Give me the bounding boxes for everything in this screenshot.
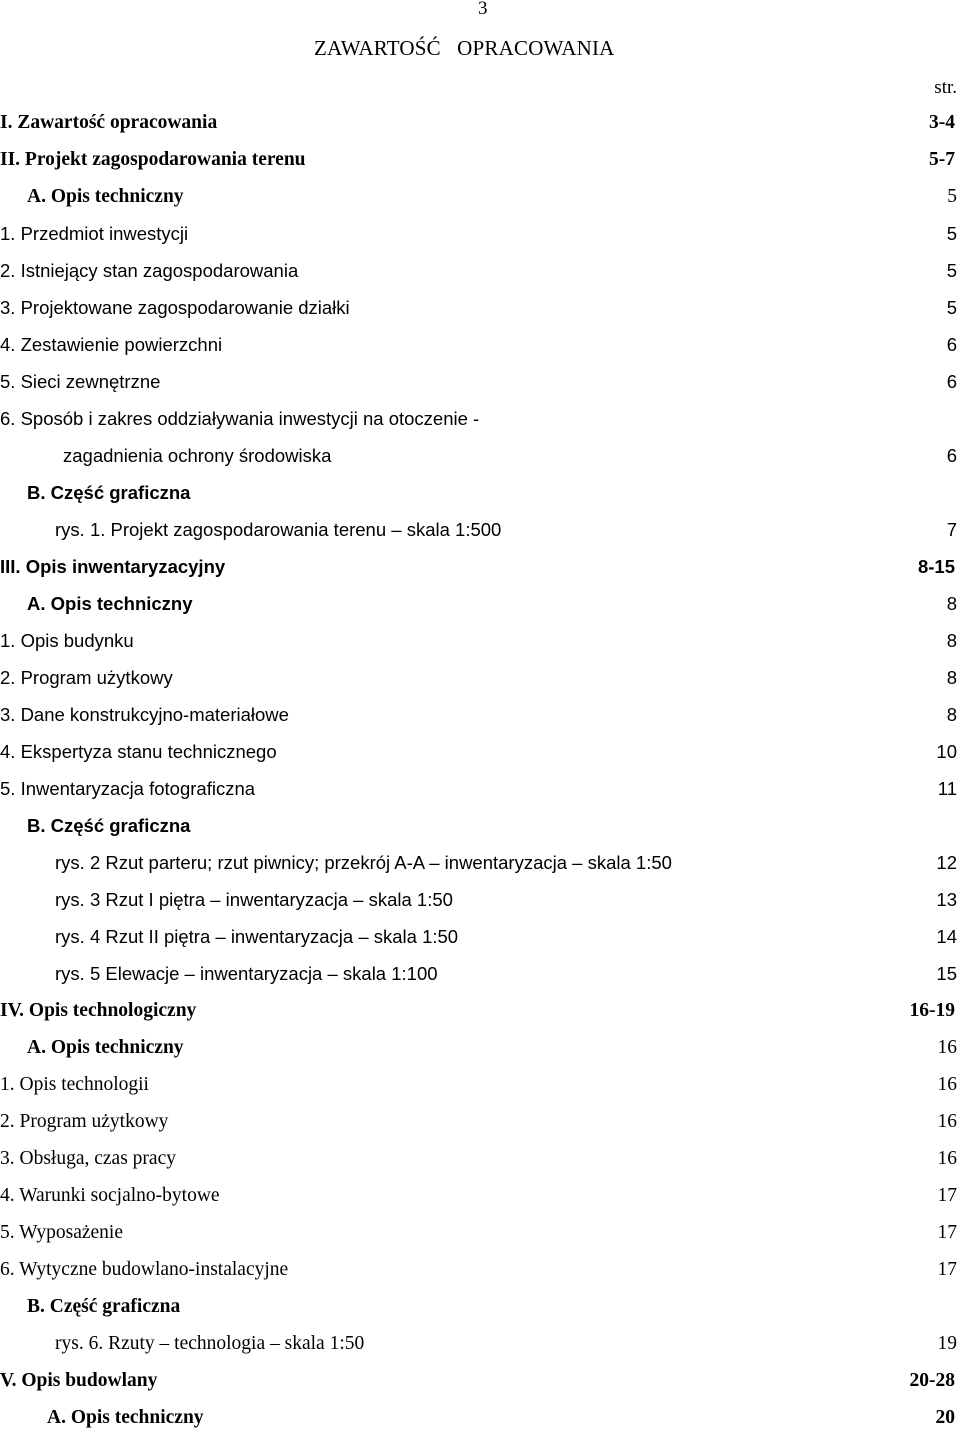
toc-entry: [0, 511, 960, 548]
toc-entry: [0, 289, 960, 326]
toc-entry-page: 5-7: [929, 149, 955, 170]
toc-entry: [0, 1066, 960, 1103]
toc-entry: [0, 881, 960, 918]
toc-entry: [0, 141, 960, 178]
toc-entry-page: 14: [936, 926, 957, 947]
toc-entry-title: rys. 2 Rzut parteru; rzut piwnicy; przekrój A-A – inwentaryzacja – skala 1:50: [55, 852, 672, 873]
toc-entry-page: 16: [937, 1111, 957, 1132]
toc-entry-page: 5: [946, 223, 957, 244]
toc-entry-title: 2. Program użytkowy: [0, 667, 173, 688]
toc-entry-title: II. Projekt zagospodarowania terenu: [0, 149, 306, 170]
toc-entry: [0, 474, 960, 511]
toc-entry-page: 5: [946, 260, 957, 281]
toc-entry-title: rys. 5 Elewacje – inwentaryzacja – skala 1:100: [55, 963, 438, 984]
toc-entry-title: 4. Warunki socjalno-bytowe: [0, 1185, 220, 1206]
toc-entry: [0, 844, 960, 881]
toc-entry: [0, 1177, 960, 1214]
toc-entry-page: 11: [937, 778, 957, 799]
toc-entry-title: 5. Sieci zewnętrzne: [0, 371, 161, 392]
toc-entry: [0, 992, 960, 1029]
toc-entry: [0, 548, 960, 585]
toc-entry-page: 16-19: [909, 1000, 955, 1021]
toc-entry-title: rys. 6. Rzuty – technologia – skala 1:50: [55, 1333, 365, 1354]
toc-entry: [0, 1362, 960, 1399]
toc-entry-page: 10: [936, 741, 957, 762]
toc-entry-title: B. Część graficzna: [27, 1296, 181, 1317]
toc-entry-page: 17: [937, 1222, 957, 1243]
toc-entry-title: A. Opis techniczny: [27, 186, 184, 207]
toc-entry-page: 8: [946, 593, 957, 614]
toc-entry: [0, 326, 960, 363]
toc-entry-page: 16: [937, 1074, 957, 1095]
toc-entry-page: 5: [947, 186, 957, 207]
toc-entry-page: 8: [946, 704, 957, 725]
toc-entry: [0, 1251, 960, 1288]
toc-entry: [0, 696, 960, 733]
toc-entry: [0, 178, 960, 215]
toc-entry-title: 1. Przedmiot inwestycji: [0, 223, 189, 244]
toc-entry-title: 5. Inwentaryzacja fotograficzna: [0, 778, 256, 799]
toc-entry-title: rys. 1. Projekt zagospodarowania terenu – skala 1:500: [55, 519, 502, 540]
toc-entry-page: 13: [936, 889, 957, 910]
toc-entry-page: 17: [937, 1185, 957, 1206]
toc-entry-title: IV. Opis technologiczny: [0, 1000, 197, 1021]
toc-entry-title: 5. Wyposażenie: [0, 1222, 124, 1243]
toc-entry: [0, 1214, 960, 1251]
toc-entry-page: 16: [937, 1037, 957, 1058]
toc-entry-page: 7: [946, 519, 957, 540]
toc-entry-page: 19: [937, 1333, 957, 1354]
toc-entry-page: 20-28: [909, 1370, 955, 1391]
toc-entry: [0, 733, 960, 770]
toc-entry-page: 16: [937, 1148, 957, 1169]
toc-entry-title: 6. Wytyczne budowlano-instalacyjne: [0, 1259, 289, 1280]
toc-entry: [0, 918, 960, 955]
toc-entry-page: 8: [946, 667, 957, 688]
toc-entry: [0, 400, 960, 437]
toc-entry-title: B. Część graficzna: [27, 482, 191, 503]
toc-entry-page: 5: [946, 297, 957, 318]
toc-entry: [0, 659, 960, 696]
toc-entry: [0, 1325, 960, 1362]
toc-entry-title: 3. Projektowane zagospodarowanie działki: [0, 297, 350, 318]
toc-entry-page: 15: [936, 963, 957, 984]
toc-entry-page: 20: [935, 1407, 955, 1428]
toc-entry-title: 3. Obsługa, czas pracy: [0, 1148, 176, 1169]
toc-entry: [0, 215, 960, 252]
toc-entry-page: 8-15: [917, 556, 955, 577]
toc-entry-title: 1. Opis budynku: [0, 630, 134, 651]
toc-entry-title: 4. Zestawienie powierzchni: [0, 334, 223, 355]
toc-entry-title: rys. 3 Rzut I piętra – inwentaryzacja – skala 1:50: [55, 889, 453, 910]
toc-entry-title: 1. Opis technologii: [0, 1074, 149, 1095]
toc-entry: [0, 955, 960, 992]
toc-entry: [0, 622, 960, 659]
toc-entry-title: 3. Dane konstrukcyjno-materiałowe: [0, 704, 289, 725]
toc-entry: [0, 1399, 960, 1436]
toc-entry-page: 6: [946, 445, 957, 466]
toc-entry-title: rys. 4 Rzut II piętra – inwentaryzacja – skala 1:50: [55, 926, 459, 947]
toc-entry-title: A. Opis techniczny: [47, 1407, 204, 1428]
toc-entry: [0, 1288, 960, 1325]
toc-entry-title: A. Opis techniczny: [27, 593, 193, 614]
toc-entry: [0, 363, 960, 400]
toc-entry-title: zagadnienia ochrony środowiska: [63, 445, 332, 466]
toc-entry-title: 2. Program użytkowy: [0, 1111, 169, 1132]
toc-entry: [0, 1029, 960, 1066]
toc-entry-page: 6: [946, 334, 957, 355]
toc-entry: [0, 437, 960, 474]
toc-entry: [0, 807, 960, 844]
toc-entry-title: 2. Istniejący stan zagospodarowania: [0, 260, 299, 281]
toc-entry: [0, 1103, 960, 1140]
toc-entry-title: 4. Ekspertyza stanu technicznego: [0, 741, 277, 762]
page-number: 3: [478, 0, 488, 19]
toc-entry-page: 12: [936, 852, 957, 873]
toc-entry: [0, 770, 960, 807]
toc-entry-page: 8: [946, 630, 957, 651]
page-title: ZAWARTOŚĆ OPRACOWANIA: [314, 36, 615, 60]
page-column-label: str.: [934, 77, 957, 98]
toc-entry-title: 6. Sposób i zakres oddziaływania inwestycji na otoczenie -: [0, 408, 480, 429]
toc-entry: [0, 252, 960, 289]
toc-entry-title: B. Część graficzna: [27, 815, 191, 836]
toc-entry-page: 6: [946, 371, 957, 392]
toc-entry-title: A. Opis techniczny: [27, 1037, 184, 1058]
toc-entry: [0, 585, 960, 622]
toc-entry-title: III. Opis inwentaryzacyjny: [0, 556, 226, 577]
table-of-contents: [0, 104, 960, 1436]
toc-entry: [0, 1140, 960, 1177]
toc-entry-page: 17: [937, 1259, 957, 1280]
toc-entry-title: I. Zawartość opracowania: [0, 112, 218, 133]
toc-entry: [0, 104, 960, 141]
toc-entry-title: V. Opis budowlany: [0, 1370, 158, 1391]
toc-entry-page: 3-4: [929, 112, 955, 133]
